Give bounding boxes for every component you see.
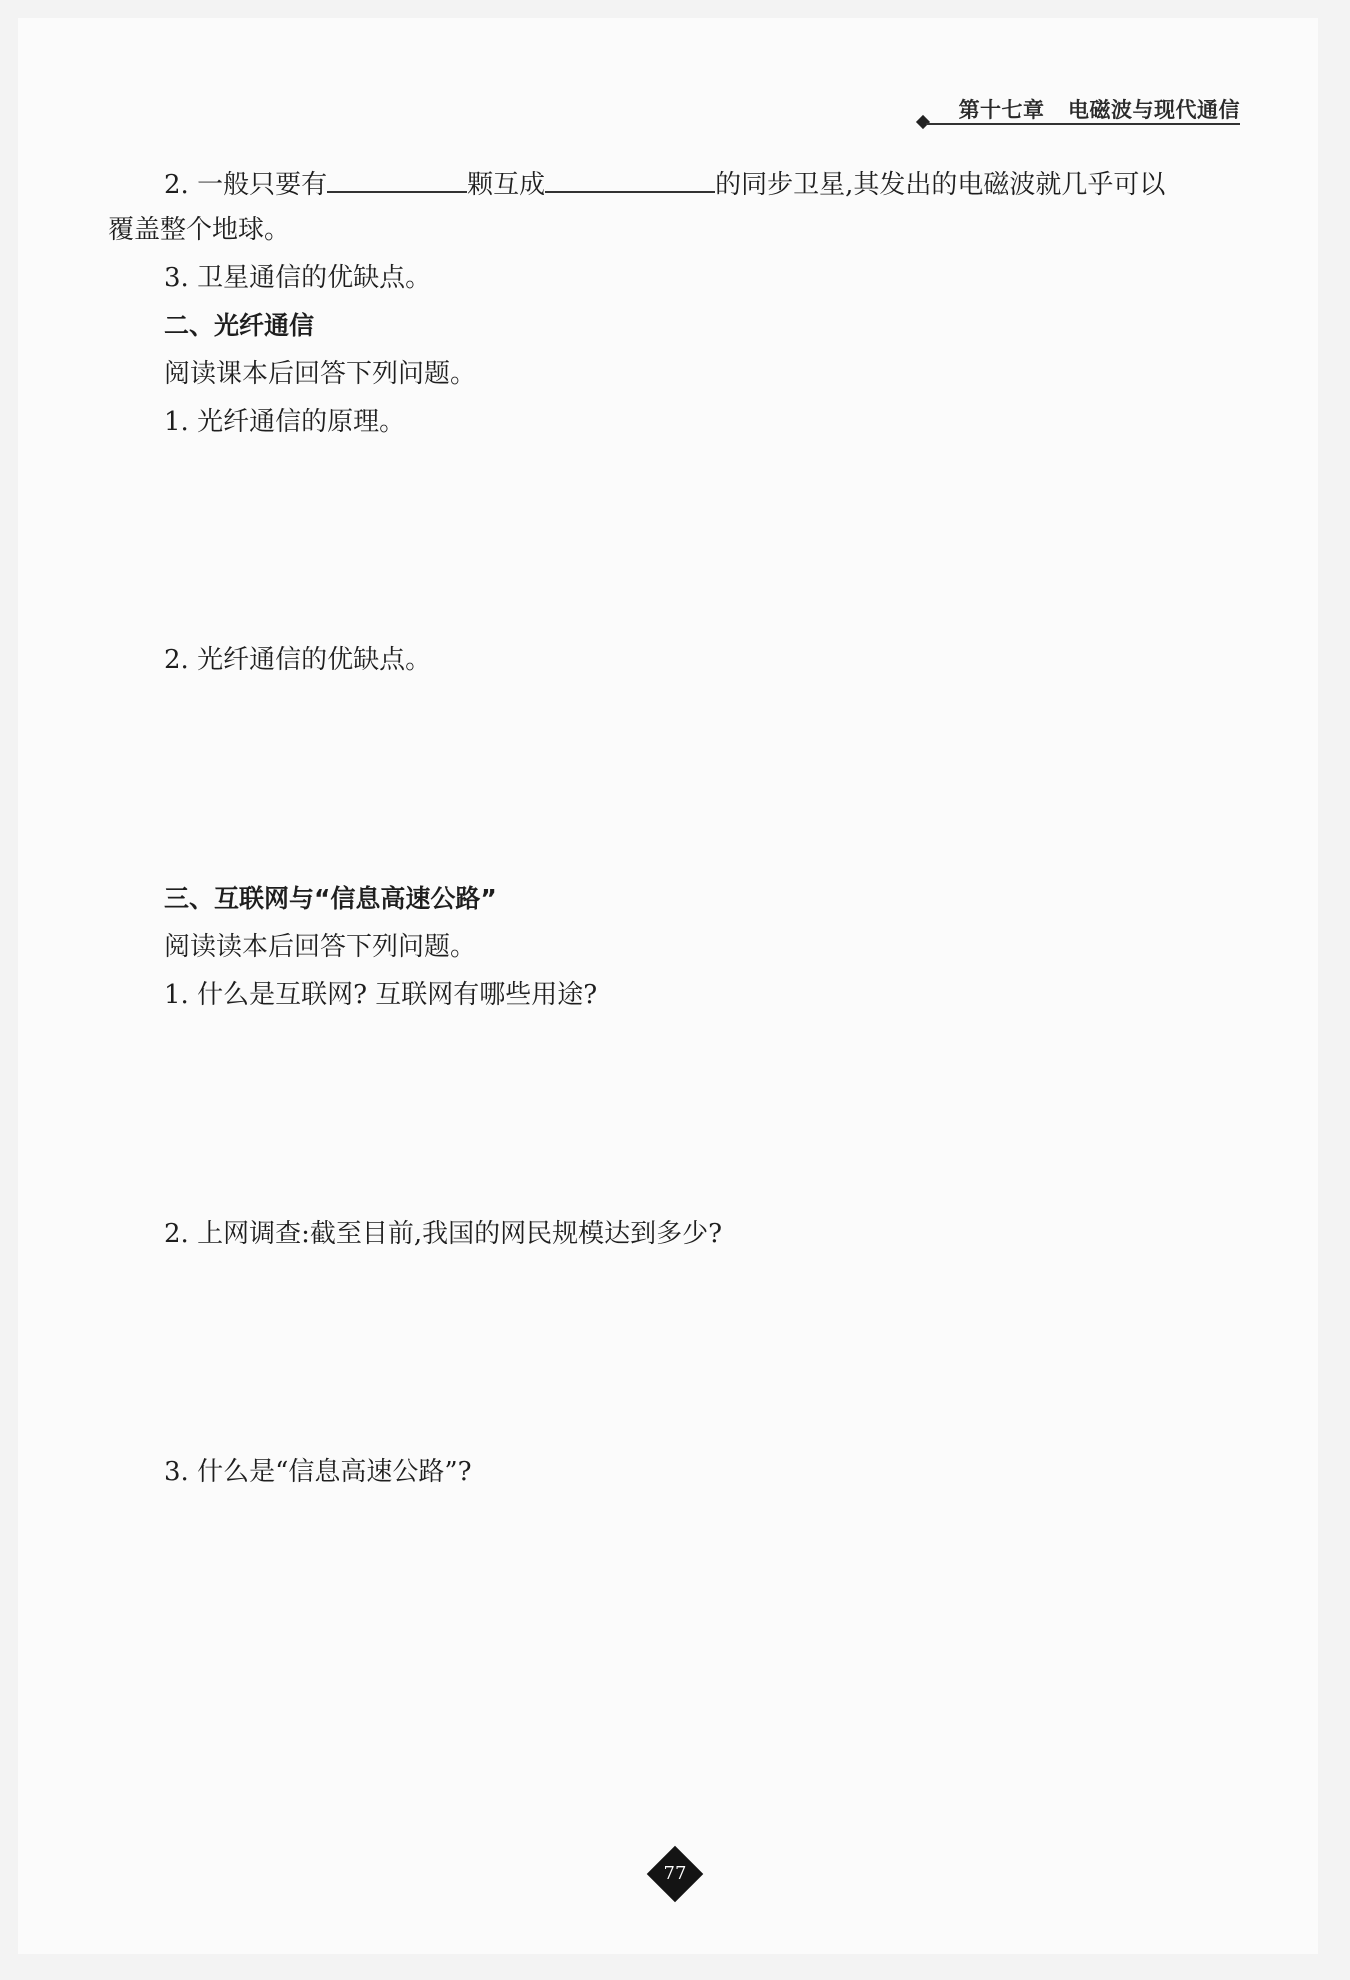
question-text-part2: 颗互成 [467, 170, 546, 200]
page-number-badge [646, 1845, 704, 1903]
page-number: 77 [663, 1863, 687, 1884]
section-instruction-internet: 阅读读本后回答下列问题。 [164, 932, 477, 962]
satellite-question-2-continued: 覆盖整个地球。 [108, 215, 291, 245]
fiber-question-2: 2. 光纤通信的优缺点。 [164, 645, 432, 675]
header-diamond-icon [916, 115, 930, 129]
answer-blank-count[interactable] [327, 165, 467, 193]
running-header [918, 92, 1240, 128]
fiber-question-1: 1. 光纤通信的原理。 [164, 407, 406, 437]
internet-question-3: 3. 什么是“信息高速公路”? [164, 1457, 472, 1487]
section-heading-fiber: 二、光纤通信 [164, 311, 315, 340]
answer-blank-angle[interactable] [545, 165, 715, 193]
internet-question-1: 1. 什么是互联网? 互联网有哪些用途? [164, 980, 598, 1010]
section-heading-internet: 三、互联网与“信息高速公路” [164, 884, 497, 913]
section-instruction-fiber: 阅读课本后回答下列问题。 [164, 359, 477, 389]
question-text-part3: 的同步卫星,其发出的电磁波就几乎可以 [715, 170, 1166, 200]
header-title: 电磁波与现代通信 [1068, 98, 1240, 122]
satellite-question-2 [164, 165, 1165, 202]
question-text-part1: 一般只要有 [197, 170, 328, 200]
internet-question-2: 2. 上网调查:截至目前,我国的网民规模达到多少? [164, 1219, 723, 1249]
question-number: 2. [164, 170, 189, 200]
satellite-question-3: 3. 卫星通信的优缺点。 [164, 263, 432, 293]
header-chapter: 第十七章 [958, 98, 1045, 122]
header-text [959, 94, 1240, 124]
